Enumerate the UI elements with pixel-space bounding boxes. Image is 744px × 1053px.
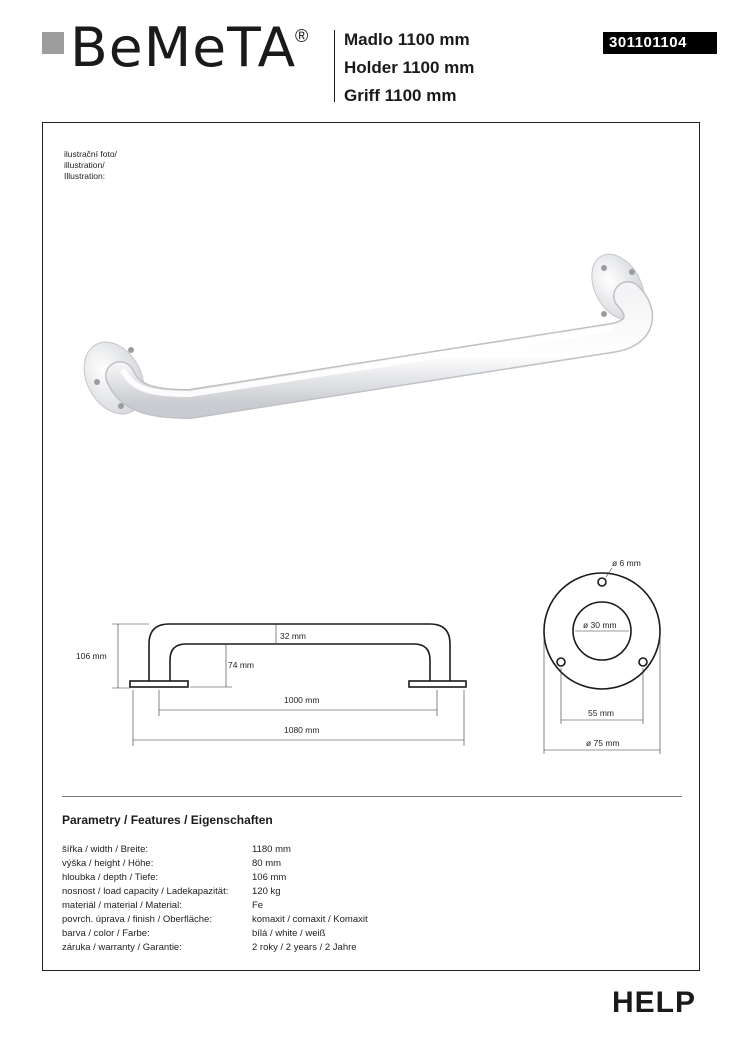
registered-mark: ®	[295, 26, 309, 46]
spec-value: 106 mm	[252, 872, 287, 883]
spec-label: záruka / warranty / Garantie:	[62, 942, 182, 953]
spec-label: barva / color / Farbe:	[62, 928, 150, 939]
spec-value: 2 roky / 2 years / 2 Jahre	[252, 942, 357, 953]
spec-row	[62, 871, 662, 885]
brand-logo: BeMeTA	[70, 16, 297, 79]
product-title-cz: Madlo 1100 mm	[344, 30, 470, 49]
product-title-en: Holder 1100 mm	[344, 58, 475, 77]
dim-height-total: 106 mm	[76, 651, 107, 661]
illustration-caption-en: illustration/	[64, 160, 105, 170]
spec-value: bílá / white / weiß	[252, 928, 326, 939]
spec-label: šířka / width / Breite:	[62, 844, 149, 855]
dim-total-length: 1080 mm	[284, 725, 320, 735]
illustration-caption-cz: ilustrační foto/	[64, 149, 117, 159]
spec-value: 80 mm	[252, 858, 282, 869]
features-title: Parametry / Features / Eigenschaften	[62, 813, 273, 827]
section-divider	[62, 796, 682, 797]
product-line-label: HELP	[612, 986, 697, 1019]
spec-value: 1180 mm	[252, 844, 291, 855]
spec-value: komaxit / comaxit / Komaxit	[252, 914, 368, 925]
spec-label: povrch. úprava / finish / Oberfläche:	[62, 914, 212, 925]
spec-row	[62, 899, 662, 913]
spec-value: Fe	[252, 900, 264, 911]
spec-label: nosnost / load capacity / Ladekapazität:	[62, 886, 229, 897]
spec-value: 120 kg	[252, 886, 281, 897]
spec-label: materiál / material / Material:	[62, 900, 182, 911]
spec-row	[62, 885, 662, 899]
spec-row	[62, 843, 662, 857]
dim-flange-diameter: ø 75 mm	[586, 738, 620, 748]
dim-inner-length: 1000 mm	[284, 695, 320, 705]
dim-center-hole: ø 30 mm	[583, 620, 617, 630]
spec-row	[62, 913, 662, 927]
spec-row	[62, 927, 662, 941]
product-title-de: Griff 1100 mm	[344, 86, 457, 105]
product-illustration	[72, 245, 654, 424]
dim-hole-spacing: 55 mm	[588, 708, 614, 718]
spec-label: hloubka / depth / Tiefe:	[62, 872, 159, 883]
spec-row	[62, 941, 662, 955]
dim-inner-height: 74 mm	[228, 660, 254, 670]
spec-label: výška / height / Höhe:	[62, 858, 154, 869]
product-code: 301101104	[603, 32, 717, 54]
spec-row	[62, 857, 662, 871]
illustration-caption-de: Illustration:	[64, 171, 106, 181]
dim-tube-diameter: 32 mm	[280, 631, 306, 641]
flange-dimensions	[544, 568, 660, 754]
dim-screw-hole: ø 6 mm	[612, 558, 641, 568]
